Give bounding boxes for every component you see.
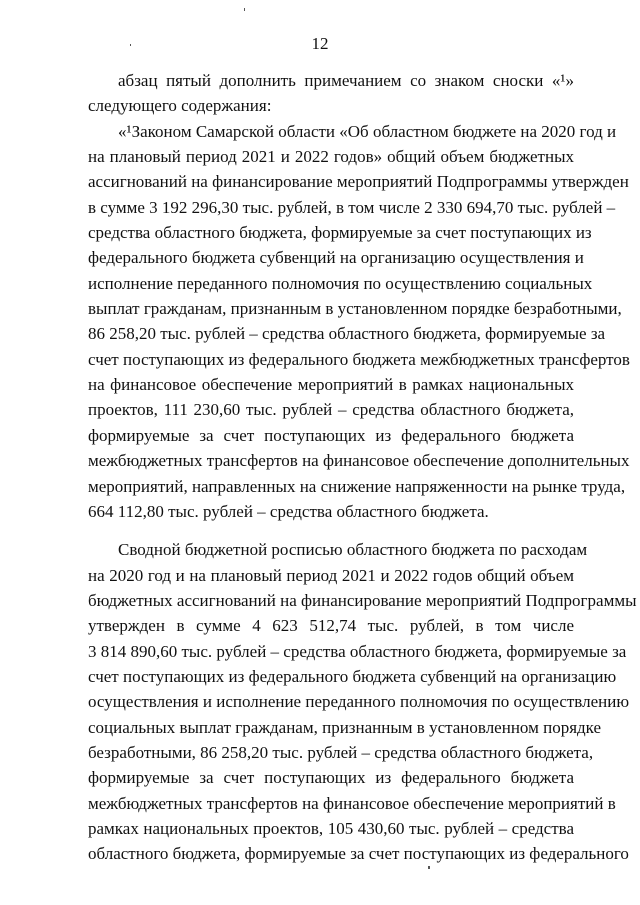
text-line: 86 258,20 тыс. рублей – средства областного бюджета, формируемые за: [88, 324, 606, 344]
text-line: рамках национальных проектов, 105 430,60 тыс. рублей – средства: [88, 818, 574, 838]
text-line: 3 814 890,60 тыс. рублей – средства областного бюджета, формируемые за: [88, 641, 627, 661]
text-line: абзац пятый дополнить примечанием со знаком сноски «¹»: [118, 71, 574, 90]
scan-speck: [244, 8, 245, 11]
text-line: бюджетных ассигнований на финансирование мероприятий Подпрограммы: [88, 590, 637, 610]
text-line: счет поступающих из федерального бюджета субвенций на организацию: [88, 666, 617, 686]
text-line: формируемые за счет поступающих из федерального бюджета: [88, 768, 574, 788]
text-line: на финансовое обеспечение мероприятий в рамках национальных: [88, 375, 574, 395]
text-line: «¹Законом Самарской области «Об областном бюджете на 2020 год и: [118, 121, 617, 141]
text-line: на 2020 год и на плановый период 2021 и 2022 годов общий объем: [88, 565, 574, 585]
text-line: исполнение переданного полномочия по осуществлению социальных: [88, 273, 593, 293]
text-line: в сумме 3 192 296,30 тыс. рублей, в том числе 2 330 694,70 тыс. рублей –: [88, 197, 616, 217]
text-line: безработными, 86 258,20 тыс. рублей – средства областного бюджета,: [88, 742, 594, 762]
text-line: межбюджетных трансфертов на финансовое обеспечение мероприятий в: [88, 793, 616, 813]
text-line: федерального бюджета субвенций на организацию осуществления и: [88, 248, 584, 268]
text-line: выплат гражданам, признанным в установленном порядке безработными,: [88, 299, 622, 319]
text-line: осуществления и исполнение переданного полномочия по осуществлению: [88, 692, 630, 712]
text-line: счет поступающих из федерального бюджета межбюджетных трансфертов: [88, 349, 630, 369]
text-line: межбюджетных трансфертов на финансовое обеспечение дополнительных: [88, 451, 630, 471]
text-line: Сводной бюджетной росписью областного бюджета по расходам: [118, 540, 588, 560]
text-line: средства областного бюджета, формируемые за счет поступающих из: [88, 223, 592, 243]
page-number: 12: [311, 34, 329, 53]
text-line: 664 112,80 тыс. рублей – средства областного бюджета.: [88, 501, 489, 521]
text-line: ассигнований на финансирование мероприятий Подпрограммы утвержден: [88, 172, 629, 192]
text-line: на плановый период 2021 и 2022 годов» общий объем бюджетных: [88, 147, 574, 167]
text-line: следующего содержания:: [88, 96, 272, 116]
text-line: мероприятий, направленных на снижение напряженности на рынке труда,: [88, 476, 626, 496]
text-line: социальных выплат гражданам, признанным в установленном порядке: [88, 717, 602, 737]
document-body: [88, 68, 637, 867]
text-line: формируемые за счет поступающих из федерального бюджета: [88, 425, 574, 445]
text-line: проектов, 111 230,60 тыс. рублей – средства областного бюджета,: [88, 400, 574, 420]
text-line: утвержден в сумме 4 623 512,74 тыс. рублей, в том числе: [88, 616, 574, 636]
text-line: областного бюджета, формируемые за счет поступающих из федерального: [88, 844, 629, 864]
